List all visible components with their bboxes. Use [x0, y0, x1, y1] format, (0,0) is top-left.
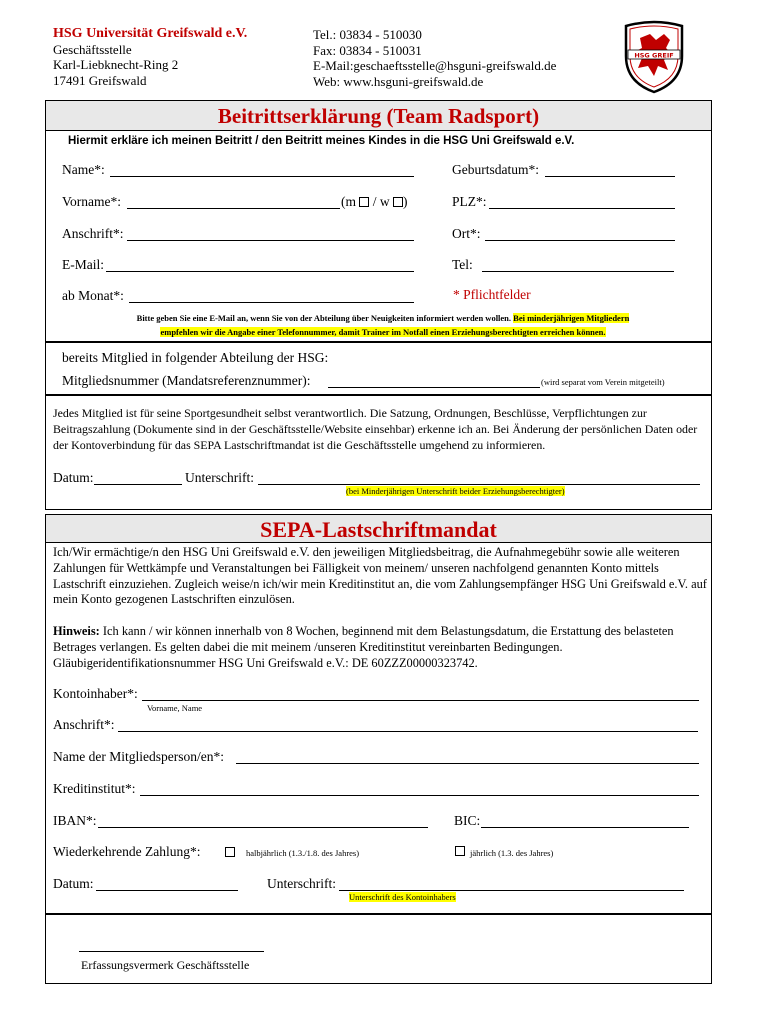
- contact-phone: Tel.: 03834 - 510030: [313, 27, 422, 42]
- yearly-checkbox[interactable]: [455, 846, 465, 856]
- contact-block: [313, 27, 556, 89]
- club-logo: [620, 20, 688, 94]
- email-phone-note: [58, 311, 708, 339]
- firstname-input[interactable]: [127, 208, 340, 209]
- sepa-sign-input[interactable]: [339, 890, 684, 891]
- yearly-label: jährlich (1.3. des Jahres): [470, 848, 554, 858]
- from-month-label: ab Monat*:: [62, 288, 124, 303]
- existing-dept-label: bereits Mitglied in folgender Abteilung der HSG:: [62, 350, 329, 365]
- sepa-date-input[interactable]: [96, 890, 238, 891]
- address-input[interactable]: [127, 240, 414, 241]
- email-label: E-Mail:: [62, 257, 104, 272]
- contact-email: E-Mail:geschaeftsstelle@hsguni-greifswald.de: [313, 58, 557, 73]
- account-holder-label: Kontoinhaber*:: [53, 686, 138, 701]
- gender-w-label: / w: [372, 194, 390, 209]
- consent-date-label: Datum:: [53, 470, 94, 485]
- consent-sign-note: (bei Minderjährigen Unterschrift beider Erziehungsberechtigter): [346, 486, 565, 496]
- phone-input[interactable]: [482, 271, 674, 272]
- consent-date-input[interactable]: [94, 484, 182, 485]
- gender-m-label: (m: [341, 194, 356, 209]
- gender-w-checkbox[interactable]: [393, 197, 403, 207]
- sepa-address-label: Anschrift*:: [53, 717, 115, 732]
- address-line-3: 17491 Greifswald: [53, 72, 147, 88]
- consent-sign-label: Unterschrift:: [185, 470, 254, 485]
- name-label: Name*:: [62, 162, 105, 177]
- membership-intro: Hiermit erkläre ich meinen Beitritt / den Beitritt meines Kindes in die HSG Uni Greifswald e.V.: [68, 135, 575, 147]
- office-note-label: Erfassungsvermerk Geschäftsstelle: [81, 958, 250, 972]
- bic-input[interactable]: [481, 827, 689, 828]
- sepa-hint: [53, 624, 711, 671]
- gender-close: ): [403, 194, 408, 209]
- email-input[interactable]: [106, 271, 414, 272]
- zip-label: PLZ*:: [452, 194, 487, 209]
- office-section: [45, 914, 712, 984]
- sepa-address-input[interactable]: [118, 731, 698, 732]
- firstname-label: Vorname*:: [62, 194, 121, 209]
- half-yearly-label: halbjährlich (1.3./1.8. des Jahres): [246, 848, 360, 858]
- org-address-block: [53, 26, 247, 88]
- bank-label: Kreditinstitut*:: [53, 781, 136, 796]
- zip-input[interactable]: [489, 208, 675, 209]
- required-note: * Pflichtfelder: [453, 287, 531, 302]
- org-name: HSG Universität Greifswald e.V.: [53, 26, 248, 41]
- member-number-label: Mitgliedsnummer (Mandatsreferenznummer):: [62, 373, 311, 388]
- sepa-hint-label: Hinweis:: [53, 624, 100, 638]
- sepa-title: SEPA-Lastschriftmandat: [45, 514, 712, 543]
- email-note-text: Bitte geben Sie eine E-Mail an, wenn Sie von der Abteilung über Neuigkeiten informiert werden wollen.: [136, 313, 512, 323]
- gender-group: [341, 194, 408, 210]
- sepa-hint-text: Ich kann / wir können innerhalb von 8 Wochen, beginnend mit dem Belastungsdatum, die Erstattung des belasteten Betrages verlangen. Es gelten dabei die mit meinem /unseren Kreditinstitut vereinbarten Bedingungen. Gläubigeridentifikationsnummer HSG Uni Greifswald e.V.: DE 60ZZZ00000323742.: [53, 624, 674, 670]
- recurring-label: Wiederkehrende Zahlung*:: [53, 844, 201, 859]
- contact-fax: Fax: 03834 - 510031: [313, 42, 422, 58]
- svg-text:HSG GREIF: HSG GREIF: [634, 51, 674, 60]
- phone-label: Tel:: [452, 257, 473, 272]
- half-yearly-checkbox[interactable]: [225, 847, 235, 857]
- gender-m-checkbox[interactable]: [359, 197, 369, 207]
- city-label: Ort*:: [452, 226, 481, 241]
- member-name-label: Name der Mitgliedsperson/en*:: [53, 749, 224, 764]
- sepa-text: Ich/Wir ermächtige/n den HSG Uni Greifswald e.V. den jeweiligen Mitgliedsbeitrag, die Aufnahmegebühr sowie alle weiteren Zahlungen für Wettkämpfe und Veranstaltungen bei Fälligkeit von meinem/ unseren nachfolgend genannten Konto mittels Lastschrift einzuziehen. Zugleich weise/n ich/wir mein Kreditinstitut an, die vom Zahlungsempfänger HSG Uni Greifswald e.V. auf mein Konto gezogenen Lastschriften einzulösen.: [53, 545, 707, 607]
- sepa-sign-label: Unterschrift:: [267, 876, 336, 891]
- from-month-input[interactable]: [129, 302, 414, 303]
- birthdate-label: Geburtsdatum*:: [452, 162, 539, 177]
- iban-label: IBAN*:: [53, 813, 97, 828]
- member-number-note: (wird separat vom Verein mitgeteilt): [541, 377, 665, 387]
- iban-input[interactable]: [98, 827, 428, 828]
- account-holder-sub: Vorname, Name: [147, 703, 203, 713]
- address-line-2: Karl-Liebknecht-Ring 2: [53, 57, 179, 72]
- minor-note-highlight-1: Bei minderjährigen Mitgliedern: [513, 313, 630, 323]
- sepa-date-label: Datum:: [53, 876, 94, 891]
- name-input[interactable]: [110, 176, 414, 177]
- member-name-input[interactable]: [236, 763, 699, 764]
- contact-web: Web: www.hsguni-greifswald.de: [313, 73, 484, 89]
- city-input[interactable]: [485, 240, 675, 241]
- sepa-sign-note: Unterschrift des Kontoinhabers: [349, 892, 456, 902]
- minor-note-highlight-2: empfehlen wir die Angabe einer Telefonnummer, damit Trainer im Notfall einen Erziehungsberechtigten erreichen können.: [160, 327, 606, 337]
- bic-label: BIC:: [454, 813, 481, 828]
- address-line-1: Geschäftsstelle: [53, 41, 132, 57]
- bank-input[interactable]: [140, 795, 699, 796]
- address-label: Anschrift*:: [62, 226, 124, 241]
- membership-title: Beitrittserklärung (Team Radsport): [45, 100, 712, 131]
- consent-text: Jedes Mitglied ist für seine Sportgesundheit selbst verantwortlich. Die Satzung, Ordnungen, Beschlüsse, Verpflichtungen zur Beitragszahlung (Dokumente sind in der Geschäftsstelle/Website einsehbar) erkenne ich an. Bei Änderung der persönlichen Daten oder der Kontoverbindung für das SEPA Lastschriftmandat ist die Geschäftsstelle umgehend zu informieren.: [53, 406, 698, 452]
- office-note-line[interactable]: [79, 951, 264, 952]
- birthdate-input[interactable]: [545, 176, 675, 177]
- account-holder-input[interactable]: [142, 700, 699, 701]
- consent-sign-input[interactable]: [258, 484, 700, 485]
- member-number-input[interactable]: [328, 387, 540, 388]
